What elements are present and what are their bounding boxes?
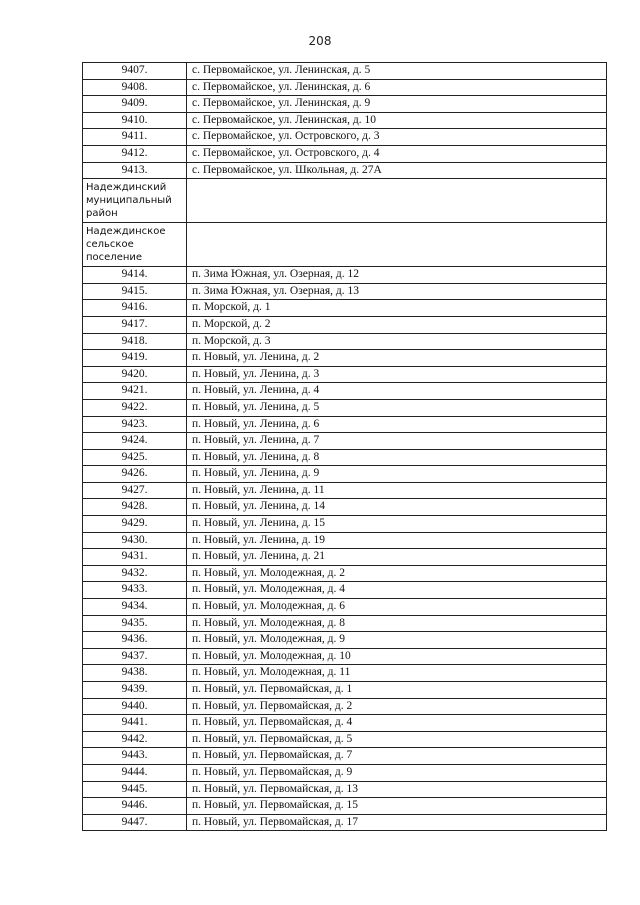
row-number: 9430.	[83, 532, 187, 549]
row-address: п. Новый, ул. Молодежная, д. 6	[187, 599, 607, 616]
row-number: 9426.	[83, 466, 187, 483]
row-number: 9442.	[83, 731, 187, 748]
table-row	[83, 416, 607, 433]
row-address: с. Первомайское, ул. Островского, д. 4	[187, 145, 607, 162]
row-number: 9421.	[83, 383, 187, 400]
row-address: с. Первомайское, ул. Ленинская, д. 6	[187, 79, 607, 96]
row-number: 9441.	[83, 715, 187, 732]
row-number: 9428.	[83, 499, 187, 516]
row-address: п. Новый, ул. Первомайская, д. 9	[187, 764, 607, 781]
table-row	[83, 731, 607, 748]
row-number: 9416.	[83, 300, 187, 317]
table-row	[83, 79, 607, 96]
row-address: п. Новый, ул. Ленина, д. 8	[187, 449, 607, 466]
table-row	[83, 516, 607, 533]
table-row	[83, 129, 607, 146]
row-address: п. Новый, ул. Первомайская, д. 7	[187, 748, 607, 765]
table-row	[83, 715, 607, 732]
row-address: п. Новый, ул. Ленина, д. 5	[187, 399, 607, 416]
row-address: п. Новый, ул. Ленина, д. 9	[187, 466, 607, 483]
row-number: 9412.	[83, 145, 187, 162]
table-row	[83, 433, 607, 450]
row-number: 9425.	[83, 449, 187, 466]
table-row	[83, 565, 607, 582]
row-number: 9433.	[83, 582, 187, 599]
section-row	[83, 179, 607, 223]
row-number: 9414.	[83, 267, 187, 284]
table-row	[83, 499, 607, 516]
row-number: 9419.	[83, 350, 187, 367]
row-number: 9417.	[83, 316, 187, 333]
section-title: Надеждинский муниципальный район	[83, 179, 187, 223]
row-number: 9429.	[83, 516, 187, 533]
table-row	[83, 300, 607, 317]
table-row	[83, 549, 607, 566]
table-row	[83, 599, 607, 616]
row-address: п. Новый, ул. Первомайская, д. 17	[187, 814, 607, 831]
row-address: п. Новый, ул. Первомайская, д. 13	[187, 781, 607, 798]
row-address: п. Новый, ул. Молодежная, д. 4	[187, 582, 607, 599]
table-row	[83, 582, 607, 599]
row-address: с. Первомайское, ул. Островского, д. 3	[187, 129, 607, 146]
row-address: п. Морской, д. 2	[187, 316, 607, 333]
row-number: 9445.	[83, 781, 187, 798]
row-address: п. Новый, ул. Первомайская, д. 2	[187, 698, 607, 715]
row-address: п. Новый, ул. Ленина, д. 6	[187, 416, 607, 433]
row-address: п. Новый, ул. Ленина, д. 2	[187, 350, 607, 367]
table-row	[83, 63, 607, 80]
row-number: 9408.	[83, 79, 187, 96]
row-address: п. Зима Южная, ул. Озерная, д. 12	[187, 267, 607, 284]
row-address: п. Морской, д. 3	[187, 333, 607, 350]
row-number: 9410.	[83, 112, 187, 129]
row-address: с. Первомайское, ул. Ленинская, д. 9	[187, 96, 607, 113]
row-address: п. Новый, ул. Молодежная, д. 9	[187, 632, 607, 649]
address-table	[82, 62, 607, 831]
table-row	[83, 267, 607, 284]
row-address: п. Новый, ул. Молодежная, д. 11	[187, 665, 607, 682]
table-row	[83, 145, 607, 162]
table-row	[83, 482, 607, 499]
row-number: 9438.	[83, 665, 187, 682]
table-row	[83, 682, 607, 699]
row-address: п. Новый, ул. Первомайская, д. 15	[187, 798, 607, 815]
row-number: 9420.	[83, 366, 187, 383]
row-number: 9424.	[83, 433, 187, 450]
table-row	[83, 283, 607, 300]
row-number: 9427.	[83, 482, 187, 499]
table-row	[83, 698, 607, 715]
section-title: Надеждинское сельское поселение	[83, 223, 187, 267]
row-number: 9434.	[83, 599, 187, 616]
row-number: 9423.	[83, 416, 187, 433]
row-number: 9413.	[83, 162, 187, 179]
row-address: п. Новый, ул. Первомайская, д. 4	[187, 715, 607, 732]
table-row	[83, 96, 607, 113]
row-number: 9443.	[83, 748, 187, 765]
section-empty-cell	[187, 179, 607, 223]
table-row	[83, 399, 607, 416]
row-address: с. Первомайское, ул. Ленинская, д. 5	[187, 63, 607, 80]
table-row	[83, 366, 607, 383]
table-row	[83, 466, 607, 483]
row-address: п. Новый, ул. Молодежная, д. 10	[187, 648, 607, 665]
table-row	[83, 814, 607, 831]
row-number: 9447.	[83, 814, 187, 831]
row-number: 9436.	[83, 632, 187, 649]
row-address: с. Первомайское, ул. Ленинская, д. 10	[187, 112, 607, 129]
row-number: 9432.	[83, 565, 187, 582]
table-row	[83, 798, 607, 815]
row-number: 9431.	[83, 549, 187, 566]
table-row	[83, 615, 607, 632]
row-number: 9437.	[83, 648, 187, 665]
row-address: с. Первомайское, ул. Школьная, д. 27А	[187, 162, 607, 179]
section-row	[83, 223, 607, 267]
page-number: 208	[308, 34, 332, 48]
row-address: п. Новый, ул. Ленина, д. 3	[187, 366, 607, 383]
row-address: п. Новый, ул. Ленина, д. 15	[187, 516, 607, 533]
table-row	[83, 632, 607, 649]
row-number: 9422.	[83, 399, 187, 416]
row-address: п. Новый, ул. Первомайская, д. 1	[187, 682, 607, 699]
address-table-body	[83, 63, 607, 831]
table-row	[83, 162, 607, 179]
table-row	[83, 449, 607, 466]
table-row	[83, 648, 607, 665]
row-address: п. Новый, ул. Ленина, д. 7	[187, 433, 607, 450]
table-row	[83, 383, 607, 400]
table-row	[83, 316, 607, 333]
table-row	[83, 532, 607, 549]
row-number: 9439.	[83, 682, 187, 699]
row-address: п. Новый, ул. Ленина, д. 19	[187, 532, 607, 549]
row-address: п. Новый, ул. Ленина, д. 14	[187, 499, 607, 516]
row-address: п. Новый, ул. Первомайская, д. 5	[187, 731, 607, 748]
row-number: 9435.	[83, 615, 187, 632]
table-row	[83, 748, 607, 765]
row-number: 9418.	[83, 333, 187, 350]
row-number: 9407.	[83, 63, 187, 80]
row-number: 9415.	[83, 283, 187, 300]
row-address: п. Новый, ул. Ленина, д. 21	[187, 549, 607, 566]
row-address: п. Новый, ул. Ленина, д. 4	[187, 383, 607, 400]
table-row	[83, 333, 607, 350]
row-address: п. Новый, ул. Молодежная, д. 2	[187, 565, 607, 582]
row-address: п. Морской, д. 1	[187, 300, 607, 317]
row-address: п. Новый, ул. Ленина, д. 11	[187, 482, 607, 499]
row-number: 9446.	[83, 798, 187, 815]
table-row	[83, 764, 607, 781]
table-row	[83, 781, 607, 798]
table-row	[83, 665, 607, 682]
row-address: п. Новый, ул. Молодежная, д. 8	[187, 615, 607, 632]
row-number: 9444.	[83, 764, 187, 781]
row-number: 9409.	[83, 96, 187, 113]
row-address: п. Зима Южная, ул. Озерная, д. 13	[187, 283, 607, 300]
section-empty-cell	[187, 223, 607, 267]
row-number: 9411.	[83, 129, 187, 146]
row-number: 9440.	[83, 698, 187, 715]
table-row	[83, 350, 607, 367]
table-row	[83, 112, 607, 129]
